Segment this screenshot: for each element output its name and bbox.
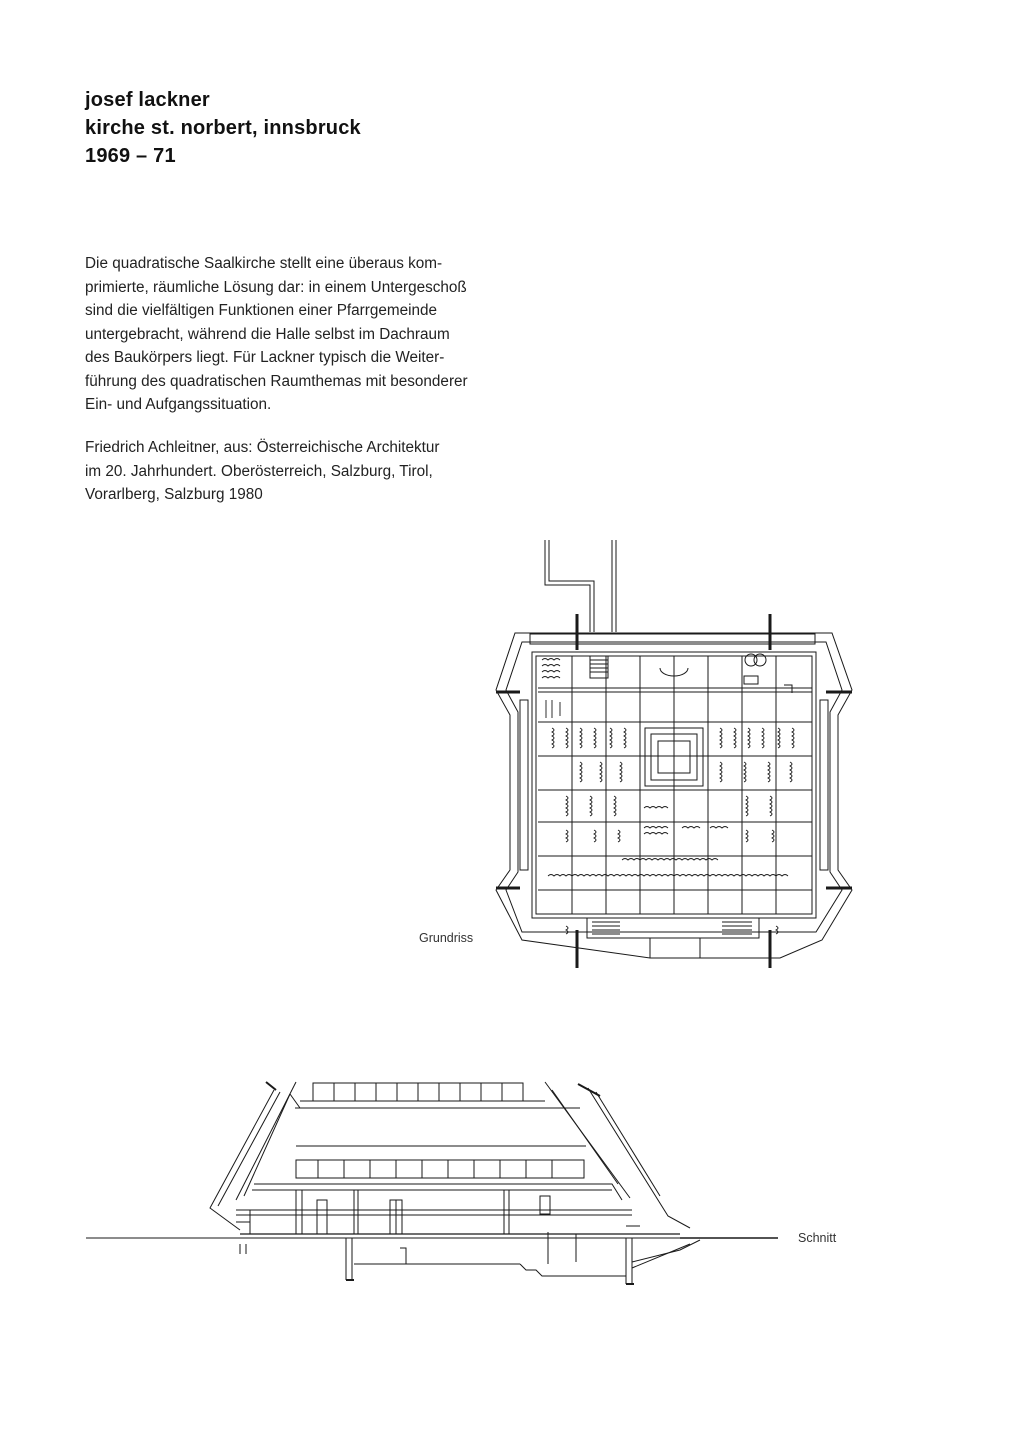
description-line: Ein- und Aufgangssituation.	[85, 396, 272, 413]
section-caption: Schnitt	[798, 1231, 837, 1245]
description-line: primierte, räumliche Lösung dar: in einem Untergeschoß	[85, 278, 467, 296]
citation-line: im 20. Jahrhundert. Oberösterreich, Salzburg, Tirol,	[85, 462, 433, 480]
citation-line: Vorarlberg, Salzburg 1980	[85, 486, 263, 503]
description-line: des Baukörpers liegt. Für Lackner typisch die Weiter-	[85, 349, 445, 366]
description-line: untergebracht, während die Halle selbst im Dachraum	[85, 325, 450, 343]
description-line: führung des quadratischen Raumthemas mit besonderer	[85, 372, 468, 390]
architect-name: josef lackner	[85, 89, 210, 111]
floor-plan-caption: Grundriss	[419, 931, 474, 945]
project-years: 1969 – 71	[85, 145, 176, 167]
description-line: sind die vielfältigen Funktionen einer Pfarrgemeinde	[85, 302, 438, 319]
citation-line: Friedrich Achleitner, aus: Österreichische Architektur	[85, 439, 440, 456]
description-line: Die quadratische Saalkirche stellt eine überaus kom-	[85, 255, 443, 272]
project-name: kirche st. norbert, innsbruck	[85, 117, 361, 139]
